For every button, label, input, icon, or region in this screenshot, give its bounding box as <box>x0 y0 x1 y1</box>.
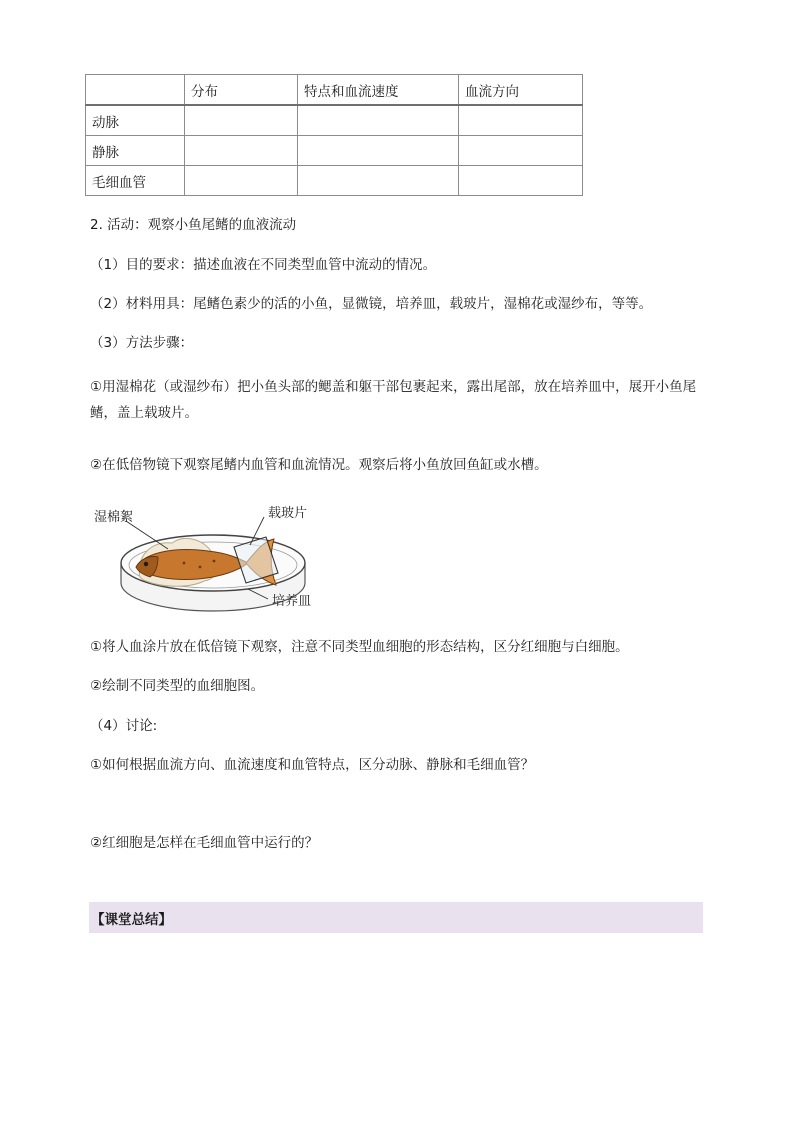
label-glass-slide: 载玻片 <box>268 506 308 521</box>
method-step-3: ①将人血涂片放在低倍镜下观察，注意不同类型血细胞的形态结构，区分红细胞与白细胞。 <box>90 639 629 655</box>
table-cell <box>459 166 583 196</box>
discussion-title: （4）讨论: <box>90 718 158 734</box>
fish-spot <box>199 566 202 569</box>
table-cell <box>298 105 459 136</box>
table-row <box>86 166 583 196</box>
table-header-cell: 特点和血流速度 <box>298 75 459 106</box>
label-wet-cotton: 湿棉絮 <box>94 510 134 525</box>
method-step-2: ②在低倍物镜下观察尾鳍内血管和血流情况。观察后将小鱼放回鱼缸或水槽。 <box>90 457 548 473</box>
table-cell: 静脉 <box>86 136 185 166</box>
discussion-question-2: ②红细胞是怎样在毛细血管中运行的？ <box>90 835 319 851</box>
method-step-1: ①用湿棉花（或湿纱布）把小鱼头部的鳃盖和躯干部包裹起来，露出尾部，放在培养皿中，展开小鱼尾鳍，盖上载玻片。 <box>90 379 697 421</box>
method-title: （3）方法步骤： <box>90 335 194 351</box>
fish-petri-dish-figure <box>88 497 328 615</box>
label-petri-dish: 培养皿 <box>272 594 312 609</box>
table-cell <box>298 166 459 196</box>
table-header-cell <box>86 75 185 106</box>
method-step-4: ②绘制不同类型的血细胞图。 <box>90 678 265 694</box>
table-cell <box>459 136 583 166</box>
class-summary-bar <box>89 902 703 933</box>
table-cell: 毛细血管 <box>86 166 185 196</box>
table-cell <box>185 136 298 166</box>
activity-title: 2. 活动：观察小鱼尾鳍的血液流动 <box>90 217 297 233</box>
fish-spot <box>213 560 216 563</box>
fish-spot <box>183 562 186 565</box>
table-cell <box>185 166 298 196</box>
table-cell: 动脉 <box>86 105 185 136</box>
table-row <box>86 105 583 136</box>
activity-goal: （1）目的要求：描述血液在不同类型血管中流动的情况。 <box>90 257 437 273</box>
table-cell <box>298 136 459 166</box>
table-row <box>86 136 583 166</box>
discussion-question-1: ①如何根据血流方向、血流速度和血管特点，区分动脉、静脉和毛细血管？ <box>90 757 535 773</box>
fish-eye <box>144 562 148 566</box>
table-cell <box>459 105 583 136</box>
class-summary-title: 【课堂总结】 <box>91 912 172 928</box>
table-header-cell: 分布 <box>185 75 298 106</box>
table-header-cell: 血流方向 <box>459 75 583 106</box>
blood-vessel-table <box>85 74 583 196</box>
table-cell <box>185 105 298 136</box>
table-header-row <box>86 75 583 106</box>
activity-materials: （2）材料用具：尾鳍色素少的活的小鱼，显微镜，培养皿，载玻片，湿棉花或湿纱布，等等。 <box>90 296 653 312</box>
